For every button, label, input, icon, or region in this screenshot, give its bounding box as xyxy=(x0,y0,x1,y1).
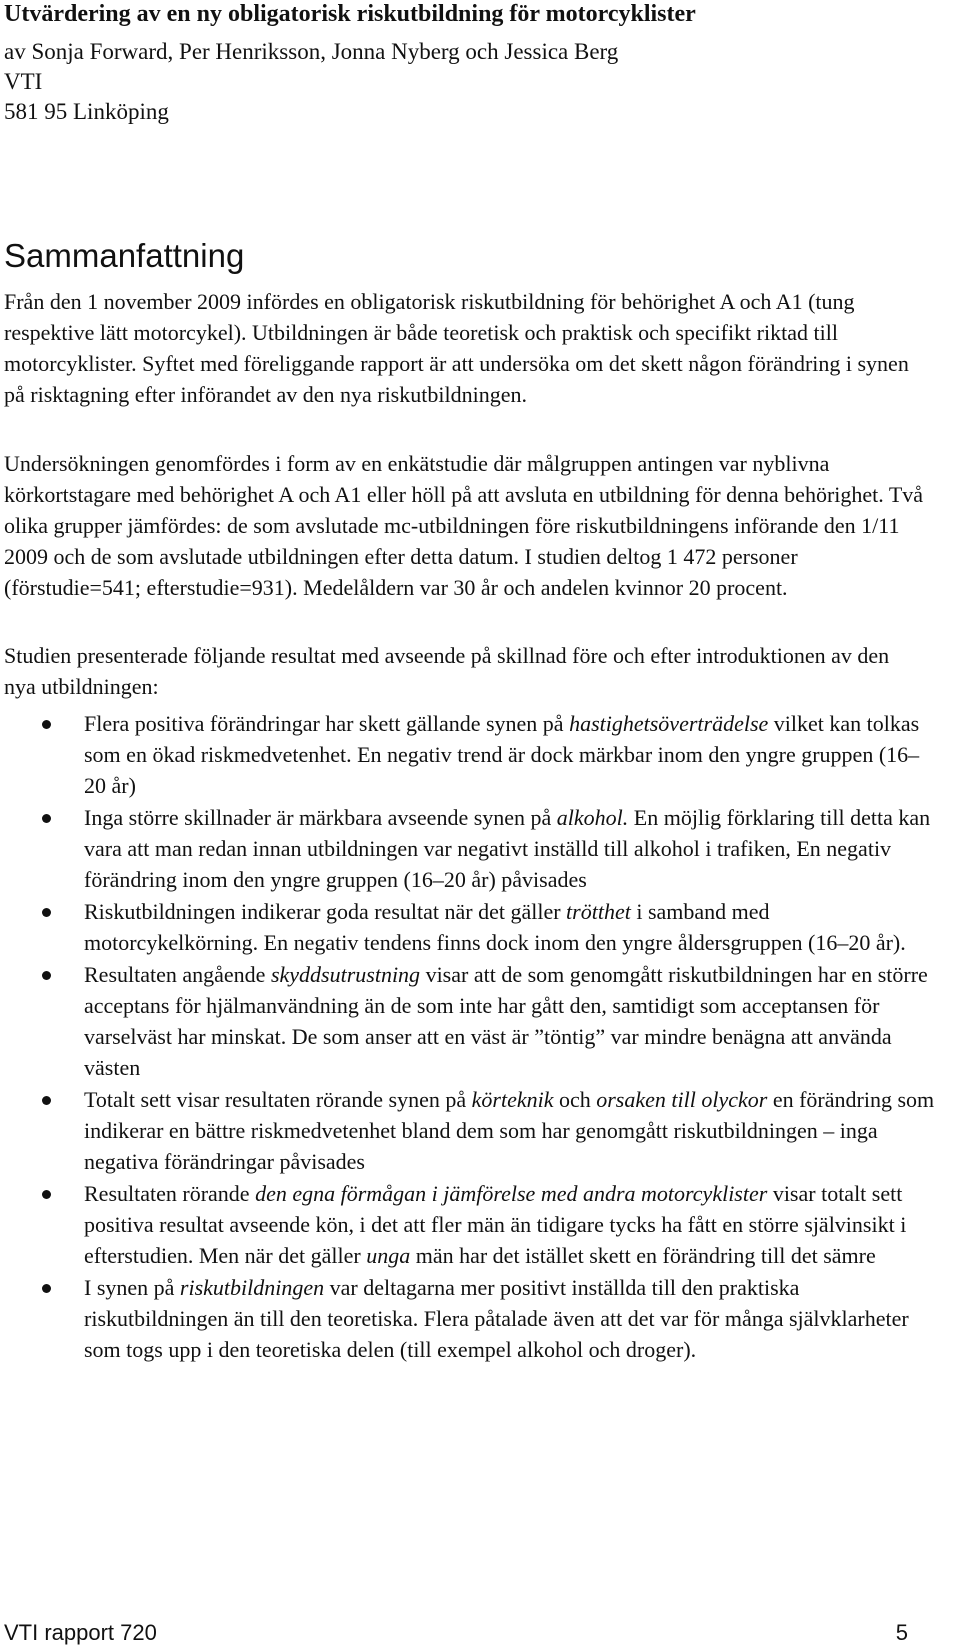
summary-paragraph-2: Undersökningen genomfördes i form av en enkätstudie där målgruppen antingen var nyblivna körkortstagare med behörighet A och A1 eller höll på att avsluta en utbildning för denna behörighet. Två olika grupper jämfördes: de som avslutade mc-utbildningen före riskutbildningens införande den 1/11 2009 och de som avslutade utbildningen efter detta datum. I studien deltog 1 472 personer (förstudie=541; efterstudie=931). Medelåldern var 30 år och andelen kvinnor 20 procent. xyxy=(4,451,924,600)
bullet-icon xyxy=(42,1284,51,1293)
document-title: Utvärdering av en ny obligatorisk riskutbildning för motorcyklister xyxy=(4,1,696,27)
bullet-icon xyxy=(42,1096,51,1105)
bullet-icon xyxy=(42,1190,51,1199)
list-item: I synen på riskutbildningen var deltagarna mer positivt inställda till den praktiska riskutbildningen än till den teoretiska. Flera påtalade även att det var för många självklarheter som togs upp i den teoretiska delen (till exempel alkohol och droger). xyxy=(0,1272,940,1365)
bullet-icon xyxy=(42,720,51,729)
list-item: Resultaten rörande den egna förmågan i jämförelse med andra motorcyklister visar totalt sett positiva resultat avseende kön, i det att fler män än tidigare tycks ha fått en större självinsikt i efterstudien. Men när det gäller unga män har det istället skett en förändring till det sämre xyxy=(0,1178,940,1271)
list-item: Resultaten angående skyddsutrustning visar att de som genomgått riskutbildningen har en större acceptans för hjälmanvändning än de som inte har gått den, samtidigt som acceptansen för varselväst har minskat. De som anser att en väst är ”töntig” var mindre benägna att använda västen xyxy=(0,959,940,1083)
list-item: Inga större skillnader är märkbara avseende synen på alkohol. En möjlig förklaring till detta kan vara att man redan innan utbildningen var negativt inställd till alkohol i trafiken, En negativ förändring inom den yngre gruppen (16–20 år) påvisades xyxy=(0,802,940,895)
summary-paragraph-1: Från den 1 november 2009 infördes en obligatorisk riskutbildning för behörighet A och A1 (tung respektive lätt motorcykel). Utbildningen är både teoretisk och praktisk och specifikt riktad till motorcyklister. Syftet med föreliggande rapport är att undersöka om det skett någon förändring i synen på risktagning efter införandet av den nya riskutbildningen. xyxy=(4,289,909,407)
list-item: Flera positiva förändringar har skett gällande synen på hastighetsöverträdelse vilket kan tolkas som en ökad riskmedvetenhet. En negativ trend är dock märkbar inom den yngre gruppen (16–20 år) xyxy=(0,708,940,801)
footer-report-label: VTI rapport 720 xyxy=(4,1620,157,1645)
section-heading: Sammanfattning xyxy=(4,237,245,274)
bullet-icon xyxy=(42,814,51,823)
results-list xyxy=(0,708,940,1365)
list-item: Totalt sett visar resultaten rörande synen på körteknik och orsaken till olyckor en förändring som indikerar en bättre riskmedvetenhet bland dem som har genomgått riskutbildningen – inga negativa förändringar påvisades xyxy=(0,1084,940,1177)
bullet-icon xyxy=(42,971,51,980)
organization-line: VTI xyxy=(4,69,43,94)
footer-page-number: 5 xyxy=(895,1620,908,1645)
authors-line: av Sonja Forward, Per Henriksson, Jonna Nyberg och Jessica Berg xyxy=(4,39,619,64)
bullet-icon xyxy=(42,908,51,917)
summary-paragraph-3: Studien presenterade följande resultat med avseende på skillnad före och efter introduktionen av den nya utbildningen: xyxy=(4,643,890,699)
address-line: 581 95 Linköping xyxy=(4,99,169,124)
list-item: Riskutbildningen indikerar goda resultat när det gäller trötthet i samband med motorcykelkörning. En negativ tendens finns dock inom den yngre åldersgruppen (16–20 år). xyxy=(0,896,940,958)
